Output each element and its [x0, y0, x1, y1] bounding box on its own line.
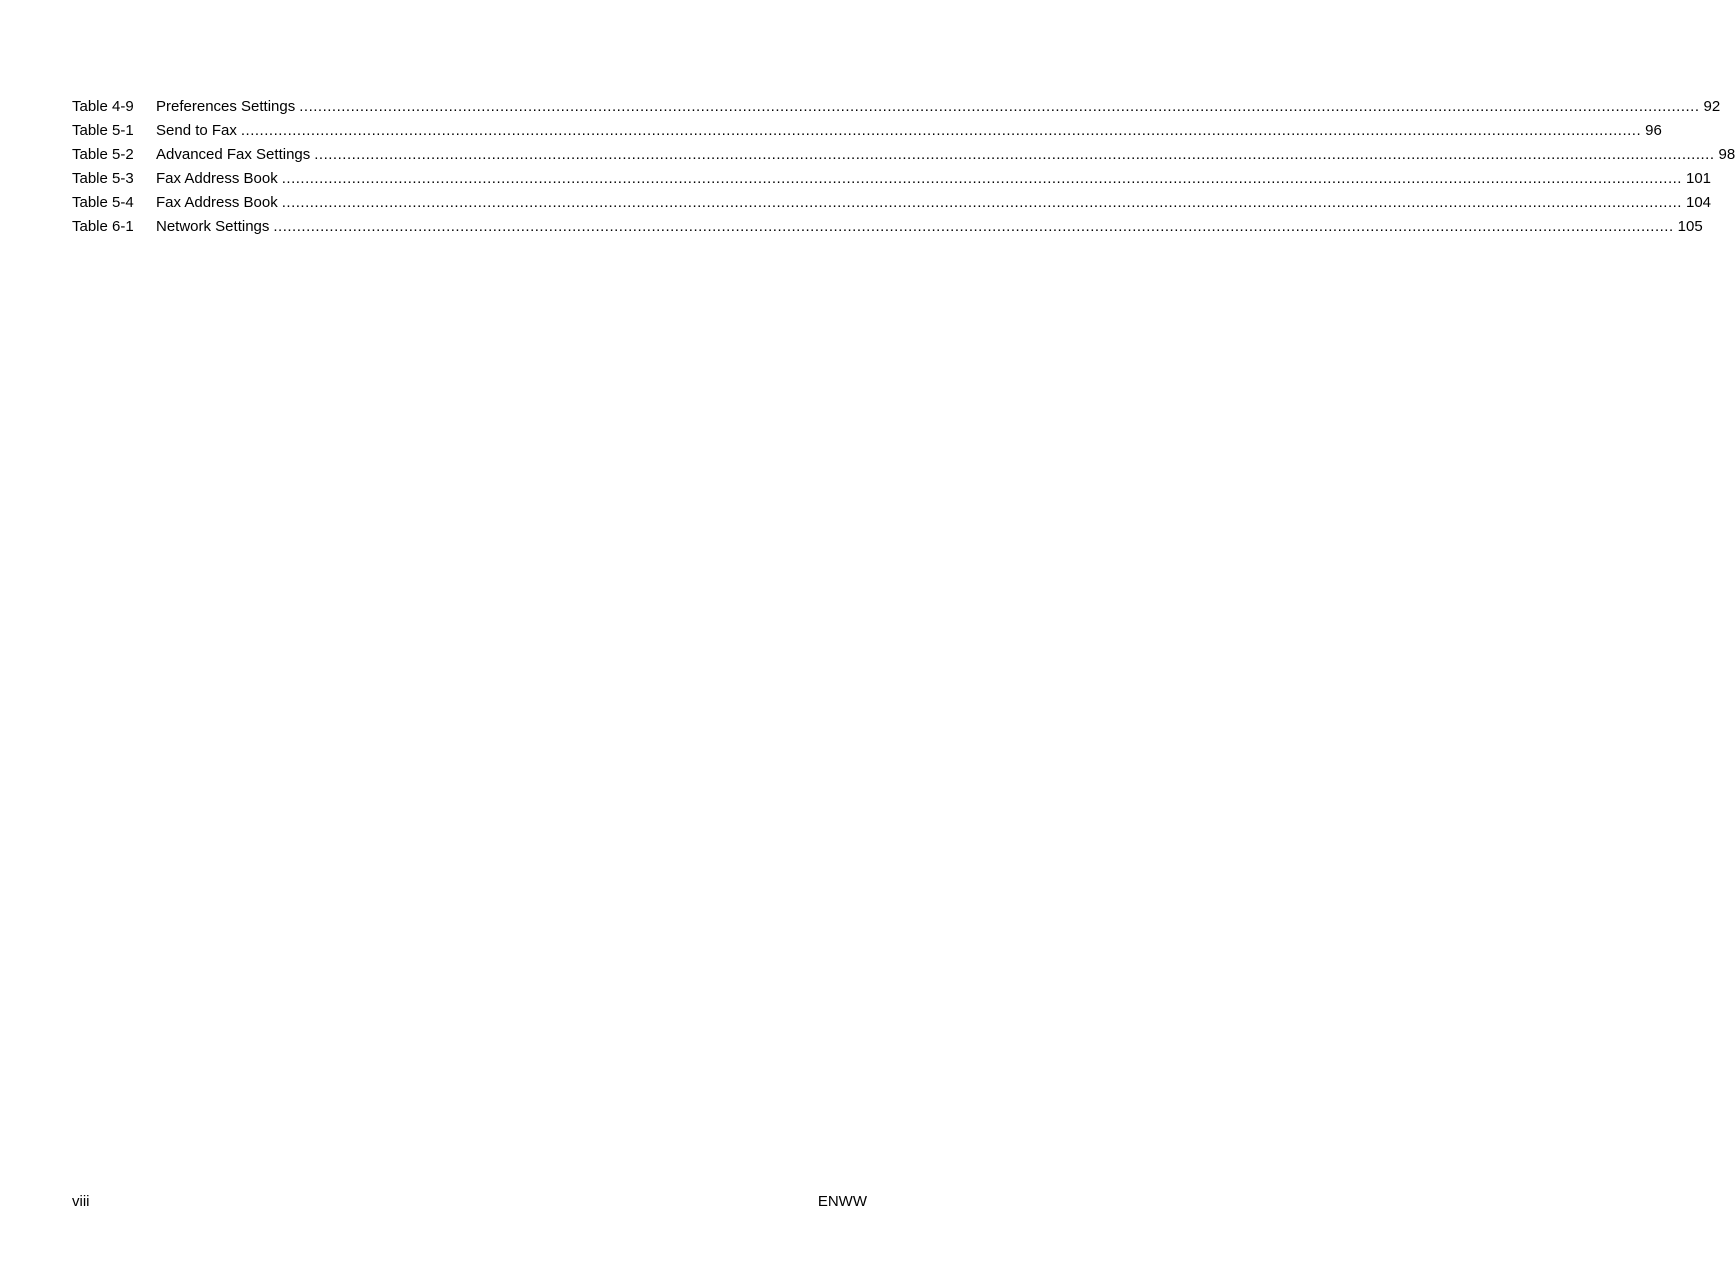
toc-entry-number: Table 5-4 [72, 194, 134, 211]
toc-entry-page: 98 [1718, 146, 1735, 163]
toc-entry[interactable] [72, 167, 1712, 191]
footer-doc-code: ENWW [817, 1193, 867, 1210]
toc-entry-title: Send to Fax [156, 119, 241, 143]
toc-entry-number: Table 5-2 [72, 146, 134, 163]
toc-entry[interactable] [72, 215, 1703, 239]
toc-entry-number: Table 6-1 [72, 218, 134, 235]
toc-entry-page: 105 [1677, 218, 1703, 235]
dot-leader: ............................................................................................................................................................................................................................................................................................................ [314, 146, 1715, 163]
toc-entry-page: 96 [1645, 122, 1662, 139]
toc-entry-title: Network Settings [156, 215, 273, 239]
toc-entry[interactable] [72, 95, 1721, 119]
toc-entry-number: Table 4-9 [72, 98, 134, 115]
toc-entry[interactable] [72, 143, 1735, 167]
toc-entry-number: Table 5-3 [72, 170, 134, 187]
toc-entry-page: 92 [1703, 98, 1721, 115]
footer-page-number: viii [72, 1193, 90, 1210]
toc-entry-title: Advanced Fax Settings [156, 143, 314, 167]
dot-leader: ............................................................................................................................................................................................................................................................................................................ [273, 218, 1674, 235]
toc-entry[interactable] [72, 191, 1712, 215]
toc-entry-page: 104 [1685, 194, 1712, 211]
dot-leader: ............................................................................................................................................................................................................................................................................................................ [281, 170, 1682, 187]
toc-entry-title: Fax Address Book [156, 167, 282, 191]
table-of-tables [72, 95, 1735, 239]
toc-entry-page: 101 [1685, 170, 1712, 187]
toc-entry-title: Fax Address Book [156, 191, 282, 215]
dot-leader: ............................................................................................................................................................................................................................................................................................................ [240, 122, 1642, 139]
toc-entry-title: Preferences Settings [156, 95, 299, 119]
dot-leader: ............................................................................................................................................................................................................................................................................................................ [281, 194, 1682, 211]
toc-entry-number: Table 5-1 [72, 122, 134, 139]
toc-entry[interactable] [72, 119, 1662, 143]
dot-leader: ............................................................................................................................................................................................................................................................................................................ [299, 98, 1700, 115]
